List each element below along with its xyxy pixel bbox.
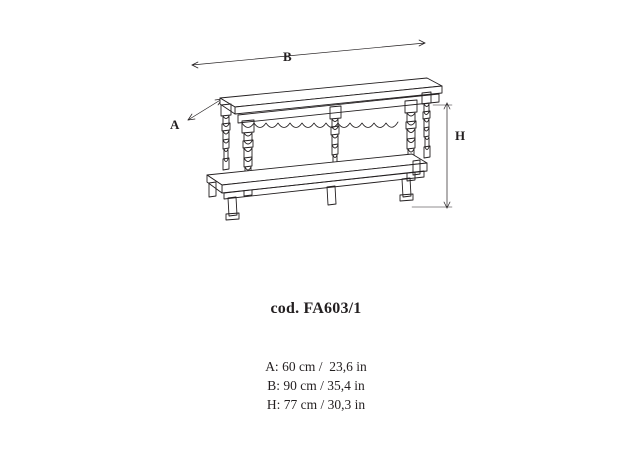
dimension-label-a: A xyxy=(170,117,180,132)
lower-shelf xyxy=(207,154,427,193)
dimension-line-h xyxy=(412,103,452,208)
product-code: cod. FA603/1 xyxy=(270,300,362,317)
turned-leg-back-left xyxy=(221,104,231,170)
spec-line-a: A: 60 cm / 23,6 in xyxy=(265,359,367,374)
spec-line-b: B: 90 cm / 35,4 in xyxy=(267,378,365,393)
dimension-spec-list xyxy=(0,357,632,414)
dimension-line-b xyxy=(192,40,425,68)
dimension-label-h: H xyxy=(455,128,466,143)
spec-line-h: H: 77 cm / 30,3 in xyxy=(266,397,366,412)
turned-leg-back-right xyxy=(422,92,431,158)
table-line-drawing xyxy=(150,35,490,245)
table-top xyxy=(220,78,442,114)
dimension-label-b: B xyxy=(283,49,292,64)
dimension-line-a xyxy=(188,99,222,120)
table-feet xyxy=(226,194,413,220)
